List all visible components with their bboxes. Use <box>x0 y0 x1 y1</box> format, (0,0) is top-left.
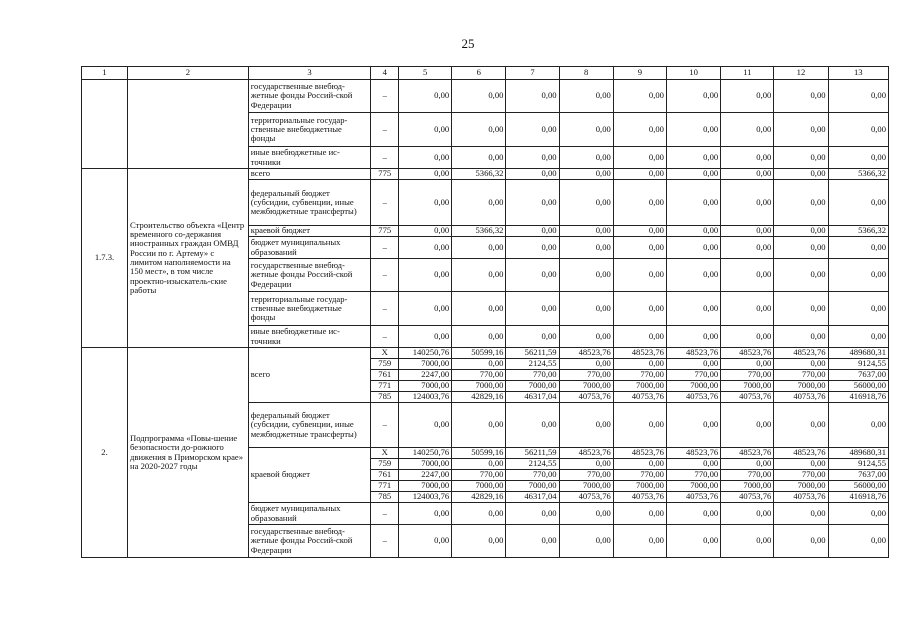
funding-source-cell: государственные внебюд-жетные фонды Россий-ской Федерации <box>248 259 371 292</box>
amount-cell: 7000,00 <box>452 481 506 492</box>
amount-cell: 7000,00 <box>721 381 774 392</box>
code-cell: X <box>371 448 399 459</box>
amount-cell: 0,00 <box>506 292 559 326</box>
amount-cell: 0,00 <box>828 113 888 147</box>
amount-cell: 0,00 <box>828 80 888 113</box>
amount-cell: 0,00 <box>721 180 774 226</box>
funding-source-cell: федеральный бюджет (субсидии, субвенции, иные межбюджетные трансферты) <box>248 403 371 448</box>
amount-cell: 0,00 <box>666 525 720 558</box>
amount-cell: 7000,00 <box>399 481 452 492</box>
amount-cell: 0,00 <box>559 113 613 147</box>
column-header: 8 <box>559 67 613 80</box>
amount-cell: 0,00 <box>399 113 452 147</box>
amount-cell: 7637,00 <box>828 470 888 481</box>
amount-cell: 48523,76 <box>613 448 666 459</box>
amount-cell: 56211,59 <box>506 448 559 459</box>
amount-cell: 0,00 <box>399 180 452 226</box>
column-header: 1 <box>82 67 128 80</box>
amount-cell: 770,00 <box>506 470 559 481</box>
amount-cell: 0,00 <box>506 237 559 259</box>
code-cell: – <box>371 403 399 448</box>
amount-cell: 0,00 <box>452 237 506 259</box>
amount-cell: 7000,00 <box>666 381 720 392</box>
amount-cell: 40753,76 <box>774 392 828 403</box>
amount-cell: 0,00 <box>828 326 888 348</box>
amount-cell: 7000,00 <box>774 481 828 492</box>
column-header: 2 <box>128 67 249 80</box>
amount-cell: 2124,55 <box>506 359 559 370</box>
amount-cell: 0,00 <box>666 169 720 180</box>
amount-cell: 0,00 <box>666 359 720 370</box>
amount-cell: 0,00 <box>399 147 452 169</box>
amount-cell: 0,00 <box>452 459 506 470</box>
amount-cell: 0,00 <box>721 459 774 470</box>
amount-cell: 56000,00 <box>828 481 888 492</box>
amount-cell: 0,00 <box>774 80 828 113</box>
amount-cell: 770,00 <box>774 470 828 481</box>
funding-source-cell: иные внебюджетные ис-точники <box>248 326 371 348</box>
amount-cell: 7000,00 <box>559 381 613 392</box>
amount-cell: 416918,76 <box>828 392 888 403</box>
amount-cell: 770,00 <box>452 470 506 481</box>
amount-cell: 0,00 <box>452 525 506 558</box>
code-cell: 759 <box>371 459 399 470</box>
column-header: 10 <box>666 67 720 80</box>
amount-cell: 0,00 <box>452 292 506 326</box>
amount-cell: 0,00 <box>613 525 666 558</box>
amount-cell: 0,00 <box>828 180 888 226</box>
amount-cell: 42829,16 <box>452 492 506 503</box>
amount-cell: 0,00 <box>559 292 613 326</box>
amount-cell: 0,00 <box>613 259 666 292</box>
amount-cell: 0,00 <box>613 503 666 525</box>
amount-cell: 0,00 <box>506 259 559 292</box>
amount-cell: 0,00 <box>452 359 506 370</box>
amount-cell: 56000,00 <box>828 381 888 392</box>
amount-cell: 7000,00 <box>666 481 720 492</box>
amount-cell: 0,00 <box>613 113 666 147</box>
amount-cell: 0,00 <box>828 292 888 326</box>
code-cell: – <box>371 180 399 226</box>
amount-cell: 0,00 <box>721 147 774 169</box>
amount-cell: 0,00 <box>452 147 506 169</box>
amount-cell: 770,00 <box>774 370 828 381</box>
column-header: 11 <box>721 67 774 80</box>
amount-cell: 0,00 <box>721 226 774 237</box>
amount-cell: 0,00 <box>613 403 666 448</box>
amount-cell: 40753,76 <box>613 492 666 503</box>
amount-cell: 0,00 <box>559 359 613 370</box>
amount-cell: 0,00 <box>559 259 613 292</box>
amount-cell: 0,00 <box>506 113 559 147</box>
amount-cell: 770,00 <box>666 470 720 481</box>
amount-cell: 0,00 <box>506 403 559 448</box>
item-number: 1.7.3. <box>82 169 128 348</box>
page-number: 25 <box>461 36 475 51</box>
amount-cell: 0,00 <box>774 326 828 348</box>
amount-cell: 0,00 <box>666 226 720 237</box>
amount-cell: 0,00 <box>721 113 774 147</box>
amount-cell: 2247,00 <box>399 470 452 481</box>
amount-cell: 2247,00 <box>399 370 452 381</box>
amount-cell: 0,00 <box>559 147 613 169</box>
amount-cell: 0,00 <box>452 503 506 525</box>
code-cell: 761 <box>371 470 399 481</box>
amount-cell: 0,00 <box>506 326 559 348</box>
amount-cell: 0,00 <box>452 259 506 292</box>
amount-cell: 0,00 <box>721 169 774 180</box>
amount-cell: 0,00 <box>666 259 720 292</box>
funding-source-cell: бюджет муниципальных образований <box>248 237 371 259</box>
item-number: 2. <box>82 348 128 558</box>
amount-cell: 124003,76 <box>399 492 452 503</box>
amount-cell: 40753,76 <box>559 492 613 503</box>
amount-cell: 0,00 <box>721 403 774 448</box>
amount-cell: 0,00 <box>721 80 774 113</box>
funding-source-cell: государственные внебюд-жетные фонды Россий-ской Федерации <box>248 525 371 558</box>
amount-cell: 140250,76 <box>399 348 452 359</box>
amount-cell: 0,00 <box>666 80 720 113</box>
funding-source-cell: территориальные государ-ственные внебюджетные фонды <box>248 292 371 326</box>
amount-cell: 5366,32 <box>452 169 506 180</box>
amount-cell: 0,00 <box>666 459 720 470</box>
amount-cell: 7000,00 <box>774 381 828 392</box>
amount-cell: 7000,00 <box>559 481 613 492</box>
amount-cell: 48523,76 <box>666 348 720 359</box>
amount-cell: 0,00 <box>721 326 774 348</box>
amount-cell: 0,00 <box>721 259 774 292</box>
amount-cell: 0,00 <box>399 403 452 448</box>
amount-cell: 7000,00 <box>613 481 666 492</box>
amount-cell: 0,00 <box>828 503 888 525</box>
amount-cell: 48523,76 <box>721 348 774 359</box>
amount-cell: 40753,76 <box>666 392 720 403</box>
amount-cell: 7000,00 <box>399 359 452 370</box>
amount-cell: 0,00 <box>774 169 828 180</box>
amount-cell: 0,00 <box>613 147 666 169</box>
amount-cell: 0,00 <box>613 169 666 180</box>
amount-cell: 0,00 <box>452 80 506 113</box>
amount-cell: 770,00 <box>721 470 774 481</box>
code-cell: 775 <box>371 226 399 237</box>
amount-cell: 124003,76 <box>399 392 452 403</box>
amount-cell: 0,00 <box>666 403 720 448</box>
budget-table <box>81 66 889 558</box>
item-title-cell <box>128 80 249 169</box>
code-cell: – <box>371 237 399 259</box>
column-header: 7 <box>506 67 559 80</box>
funding-source-cell: иные внебюджетные ис-точники <box>248 147 371 169</box>
amount-cell: 46317,04 <box>506 392 559 403</box>
code-cell: 759 <box>371 359 399 370</box>
amount-cell: 7000,00 <box>399 381 452 392</box>
amount-cell: 0,00 <box>399 80 452 113</box>
amount-cell: 40753,76 <box>613 392 666 403</box>
amount-cell: 0,00 <box>452 180 506 226</box>
amount-cell: 48523,76 <box>774 448 828 459</box>
amount-cell: 0,00 <box>774 503 828 525</box>
amount-cell: 0,00 <box>774 525 828 558</box>
code-cell: – <box>371 147 399 169</box>
code-cell: 761 <box>371 370 399 381</box>
amount-cell: 0,00 <box>506 226 559 237</box>
amount-cell: 0,00 <box>613 226 666 237</box>
amount-cell: 770,00 <box>559 470 613 481</box>
amount-cell: 0,00 <box>506 503 559 525</box>
amount-cell: 0,00 <box>721 292 774 326</box>
amount-cell: 7000,00 <box>399 459 452 470</box>
column-header: 4 <box>371 67 399 80</box>
amount-cell: 770,00 <box>721 370 774 381</box>
amount-cell: 5366,32 <box>452 226 506 237</box>
amount-cell: 5366,32 <box>828 169 888 180</box>
amount-cell: 0,00 <box>774 237 828 259</box>
amount-cell: 0,00 <box>399 525 452 558</box>
item-number-cell <box>82 80 128 169</box>
amount-cell: 0,00 <box>399 503 452 525</box>
amount-cell: 7000,00 <box>506 481 559 492</box>
code-cell: – <box>371 525 399 558</box>
amount-cell: 48523,76 <box>559 348 613 359</box>
amount-cell: 0,00 <box>666 147 720 169</box>
amount-cell: 7000,00 <box>452 381 506 392</box>
amount-cell: 0,00 <box>452 326 506 348</box>
amount-cell: 0,00 <box>399 237 452 259</box>
amount-cell: 0,00 <box>828 259 888 292</box>
amount-cell: 0,00 <box>399 326 452 348</box>
amount-cell: 0,00 <box>613 292 666 326</box>
amount-cell: 0,00 <box>613 80 666 113</box>
item-title: Подпрограмма «Повы-шение безопасности до-рожного движения в Приморском крае» на 2020-2027 годы <box>128 348 249 558</box>
amount-cell: 0,00 <box>828 147 888 169</box>
code-cell: 775 <box>371 169 399 180</box>
amount-cell: 0,00 <box>774 113 828 147</box>
amount-cell: 5366,32 <box>828 226 888 237</box>
table-row <box>82 169 889 180</box>
amount-cell: 0,00 <box>559 503 613 525</box>
funding-source-cell: всего <box>248 348 371 403</box>
amount-cell: 0,00 <box>721 359 774 370</box>
amount-cell: 0,00 <box>774 180 828 226</box>
amount-cell: 48523,76 <box>613 348 666 359</box>
amount-cell: 0,00 <box>559 326 613 348</box>
funding-source-cell: территориальные государ-ственные внебюджетные фонды <box>248 113 371 147</box>
column-header: 12 <box>774 67 828 80</box>
amount-cell: 0,00 <box>828 525 888 558</box>
amount-cell: 0,00 <box>399 226 452 237</box>
amount-cell: 0,00 <box>559 80 613 113</box>
amount-cell: 0,00 <box>774 147 828 169</box>
amount-cell: 0,00 <box>613 180 666 226</box>
amount-cell: 0,00 <box>559 226 613 237</box>
funding-source-cell: бюджет муниципальных образований <box>248 503 371 525</box>
amount-cell: 140250,76 <box>399 448 452 459</box>
column-header: 9 <box>613 67 666 80</box>
amount-cell: 0,00 <box>721 503 774 525</box>
amount-cell: 2124,55 <box>506 459 559 470</box>
column-header-row <box>82 67 889 80</box>
amount-cell: 42829,16 <box>452 392 506 403</box>
code-cell: – <box>371 113 399 147</box>
table-row <box>82 80 889 113</box>
amount-cell: 0,00 <box>774 459 828 470</box>
amount-cell: 0,00 <box>666 292 720 326</box>
code-cell: 785 <box>371 392 399 403</box>
amount-cell: 0,00 <box>506 180 559 226</box>
amount-cell: 0,00 <box>613 326 666 348</box>
code-cell: 771 <box>371 381 399 392</box>
amount-cell: 489680,31 <box>828 448 888 459</box>
code-cell: – <box>371 80 399 113</box>
column-header: 6 <box>452 67 506 80</box>
amount-cell: 0,00 <box>828 403 888 448</box>
amount-cell: 770,00 <box>666 370 720 381</box>
amount-cell: 50599,16 <box>452 348 506 359</box>
code-cell: 785 <box>371 492 399 503</box>
amount-cell: 0,00 <box>828 237 888 259</box>
amount-cell: 489680,31 <box>828 348 888 359</box>
code-cell: X <box>371 348 399 359</box>
amount-cell: 9124,55 <box>828 459 888 470</box>
amount-cell: 7000,00 <box>506 381 559 392</box>
amount-cell: 0,00 <box>506 169 559 180</box>
amount-cell: 48523,76 <box>774 348 828 359</box>
amount-cell: 0,00 <box>506 525 559 558</box>
amount-cell: 7637,00 <box>828 370 888 381</box>
amount-cell: 0,00 <box>721 525 774 558</box>
amount-cell: 0,00 <box>613 359 666 370</box>
funding-source-cell: государственные внебюд-жетные фонды Россий-ской Федерации <box>248 80 371 113</box>
amount-cell: 0,00 <box>774 226 828 237</box>
amount-cell: 0,00 <box>559 403 613 448</box>
amount-cell: 416918,76 <box>828 492 888 503</box>
amount-cell: 0,00 <box>613 237 666 259</box>
amount-cell: 0,00 <box>559 459 613 470</box>
amount-cell: 40753,76 <box>774 492 828 503</box>
amount-cell: 0,00 <box>666 113 720 147</box>
table-row <box>82 348 889 359</box>
amount-cell: 0,00 <box>506 80 559 113</box>
amount-cell: 0,00 <box>452 113 506 147</box>
amount-cell: 0,00 <box>774 292 828 326</box>
amount-cell: 0,00 <box>774 403 828 448</box>
amount-cell: 40753,76 <box>559 392 613 403</box>
code-cell: – <box>371 292 399 326</box>
amount-cell: 48523,76 <box>721 448 774 459</box>
amount-cell: 0,00 <box>666 503 720 525</box>
amount-cell: 48523,76 <box>559 448 613 459</box>
amount-cell: 9124,55 <box>828 359 888 370</box>
funding-source-cell: всего <box>248 169 371 180</box>
column-header: 3 <box>248 67 371 80</box>
code-cell: – <box>371 259 399 292</box>
funding-source-cell: краевой бюджет <box>248 226 371 237</box>
amount-cell: 0,00 <box>559 237 613 259</box>
amount-cell: 0,00 <box>559 169 613 180</box>
amount-cell: 46317,04 <box>506 492 559 503</box>
amount-cell: 0,00 <box>721 237 774 259</box>
amount-cell: 770,00 <box>559 370 613 381</box>
amount-cell: 56211,59 <box>506 348 559 359</box>
amount-cell: 0,00 <box>559 525 613 558</box>
amount-cell: 7000,00 <box>613 381 666 392</box>
amount-cell: 0,00 <box>559 180 613 226</box>
column-header: 13 <box>828 67 888 80</box>
amount-cell: 48523,76 <box>666 448 720 459</box>
amount-cell: 770,00 <box>613 470 666 481</box>
amount-cell: 0,00 <box>666 180 720 226</box>
amount-cell: 40753,76 <box>666 492 720 503</box>
amount-cell: 7000,00 <box>721 481 774 492</box>
amount-cell: 770,00 <box>506 370 559 381</box>
funding-source-cell: краевой бюджет <box>248 448 371 503</box>
amount-cell: 0,00 <box>613 459 666 470</box>
code-cell: – <box>371 326 399 348</box>
amount-cell: 40753,76 <box>721 492 774 503</box>
amount-cell: 0,00 <box>452 403 506 448</box>
column-header: 5 <box>399 67 452 80</box>
item-title: Строительство объекта «Центр временного со-держания иностранных граждан ОМВД России по г. Артему» с лимитом наполняемости на 150 мест», в том числе проектно-изыскатель-ские работы <box>128 169 249 348</box>
amount-cell: 770,00 <box>613 370 666 381</box>
amount-cell: 0,00 <box>399 169 452 180</box>
amount-cell: 0,00 <box>666 237 720 259</box>
amount-cell: 0,00 <box>774 359 828 370</box>
amount-cell: 0,00 <box>506 147 559 169</box>
amount-cell: 50599,16 <box>452 448 506 459</box>
code-cell: – <box>371 503 399 525</box>
code-cell: 771 <box>371 481 399 492</box>
amount-cell: 0,00 <box>399 292 452 326</box>
amount-cell: 0,00 <box>399 259 452 292</box>
amount-cell: 770,00 <box>452 370 506 381</box>
amount-cell: 0,00 <box>666 326 720 348</box>
amount-cell: 40753,76 <box>721 392 774 403</box>
funding-source-cell: федеральный бюджет (субсидии, субвенции, иные межбюджетные трансферты) <box>248 180 371 226</box>
amount-cell: 0,00 <box>774 259 828 292</box>
